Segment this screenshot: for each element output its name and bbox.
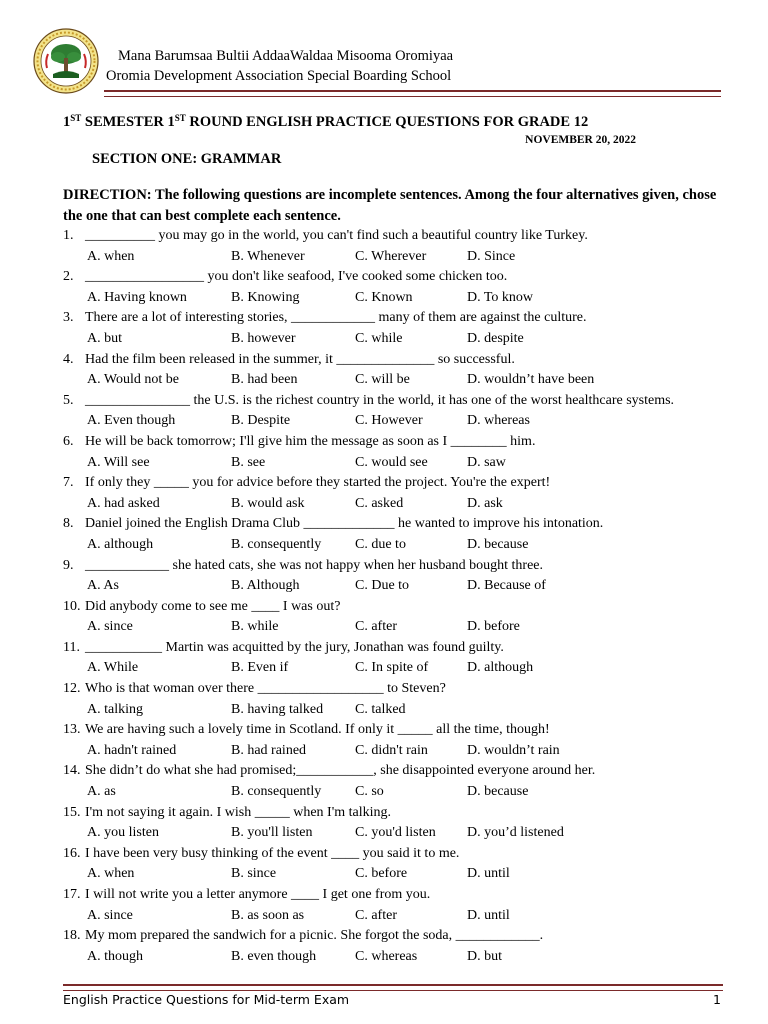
answer-option: C. after	[355, 907, 397, 923]
answer-options	[63, 453, 733, 474]
answer-option: D. until	[467, 907, 510, 923]
answer-option: C. In spite of	[355, 660, 429, 676]
question-text: I have been very busy thinking of the event ____ you said it to me.	[85, 845, 460, 861]
question-item	[63, 350, 733, 371]
answer-option: C. However	[355, 413, 423, 429]
answer-option: B. as soon as	[231, 907, 305, 923]
answer-option: B. you'll listen	[231, 825, 313, 841]
answer-option: D. because	[467, 784, 529, 800]
question-number: 13.	[63, 722, 81, 738]
answer-option: B. since	[231, 866, 277, 882]
answer-options	[63, 329, 733, 350]
question-text: ____________ she hated cats, she was not happy when her husband bought three.	[85, 557, 544, 573]
answer-option: B. see	[231, 454, 266, 470]
question-item	[63, 761, 733, 782]
answer-options	[63, 411, 733, 432]
header-oromo-name: Mana Barumsaa Bultii AddaaWaldaa Misooma Oromiyaa	[118, 48, 454, 64]
answer-options	[63, 617, 733, 638]
answer-option: D. saw	[467, 454, 506, 470]
answer-options	[63, 494, 733, 515]
section-heading: SECTION ONE: GRAMMAR	[92, 151, 282, 167]
document-title: 1ST SEMESTER 1ST ROUND ENGLISH PRACTICE QUESTIONS FOR GRADE 12	[63, 113, 589, 130]
question-number: 6.	[63, 433, 74, 449]
answer-option: B. Despite	[231, 413, 291, 429]
answer-option: B. would ask	[231, 495, 305, 511]
question-text: I'm not saying it again. I wish _____ when I'm talking.	[85, 804, 392, 820]
answer-option: A. you listen	[87, 825, 159, 841]
answer-option: C. whereas	[355, 948, 418, 964]
question-number: 5.	[63, 392, 74, 408]
answer-option: D. you’d listened	[467, 825, 564, 841]
footer-divider	[63, 984, 723, 991]
answer-option: D. whereas	[467, 413, 530, 429]
answer-option: C. asked	[355, 495, 404, 511]
question-number: 3.	[63, 310, 74, 326]
answer-option: B. had rained	[231, 742, 307, 758]
question-number: 8.	[63, 516, 74, 532]
answer-option: A. but	[87, 330, 122, 346]
answer-options	[63, 782, 733, 803]
question-text: Did anybody come to see me ____ I was out?	[85, 598, 341, 614]
direction-text: DIRECTION: The following questions are incomplete sentences. Among the four alternatives given, chose the one that can best complete each sentence.	[63, 187, 717, 224]
answer-option: A. Would not be	[87, 372, 179, 388]
question-number: 18.	[63, 928, 81, 944]
header-english-name: Oromia Development Association Special Boarding School	[106, 68, 452, 84]
answer-option: B. had been	[231, 372, 298, 388]
answer-options	[63, 576, 733, 597]
answer-option: A. when	[87, 248, 135, 264]
question-list	[63, 226, 733, 967]
answer-option: B. Whenever	[231, 248, 305, 264]
answer-option: B. consequently	[231, 536, 322, 552]
answer-options	[63, 947, 733, 968]
answer-options	[63, 700, 733, 721]
answer-option: A. Even though	[87, 413, 176, 429]
answer-option: A. since	[87, 619, 133, 635]
question-item	[63, 391, 733, 412]
question-text: _______________ the U.S. is the richest country in the world, it has one of the worst healthcare systems.	[85, 392, 675, 408]
question-item	[63, 556, 733, 577]
footer-title: English Practice Questions for Mid-term Exam	[63, 992, 350, 1007]
question-item	[63, 473, 733, 494]
answer-options	[63, 288, 733, 309]
question-number: 2.	[63, 269, 74, 285]
answer-option: C. Wherever	[355, 248, 427, 264]
answer-option: D. but	[467, 948, 502, 964]
answer-option: B. having talked	[231, 701, 324, 717]
school-header	[106, 46, 453, 86]
answer-option: C. while	[355, 330, 403, 346]
answer-option: D. ask	[467, 495, 503, 511]
question-item	[63, 432, 733, 453]
question-number: 4.	[63, 351, 74, 367]
answer-option: C. didn't rain	[355, 742, 428, 758]
answer-option: A. since	[87, 907, 133, 923]
answer-options	[63, 864, 733, 885]
answer-option: B. Knowing	[231, 289, 300, 305]
answer-options	[63, 823, 733, 844]
answer-option: D. although	[467, 660, 534, 676]
question-text: There are a lot of interesting stories, ____________ many of them are against the culture.	[85, 310, 587, 326]
answer-option: A. Having known	[87, 289, 187, 305]
question-item	[63, 638, 733, 659]
answer-option: A. though	[87, 948, 143, 964]
question-text: __________ you may go in the world, you can't find such a beautiful country like Turkey.	[85, 228, 588, 243]
answer-options	[63, 906, 733, 927]
answer-option: C. so	[355, 784, 384, 800]
school-logo	[33, 28, 99, 94]
question-item	[63, 597, 733, 618]
answer-option: C. Due to	[355, 578, 410, 594]
answer-option: C. talked	[355, 701, 406, 717]
header-divider	[104, 90, 721, 97]
question-item	[63, 844, 733, 865]
answer-option: B. however	[231, 330, 296, 346]
question-text: If only they _____ you for advice before they started the project. You're the expert!	[85, 475, 551, 491]
answer-option: C. you'd listen	[355, 825, 436, 841]
question-number: 10.	[63, 598, 81, 614]
answer-option: C. will be	[355, 372, 410, 388]
question-text: He will be back tomorrow; I'll give him the message as soon as I ________ him.	[85, 433, 536, 449]
answer-option: B. even though	[231, 948, 317, 964]
question-item	[63, 267, 733, 288]
question-text: ___________ Martin was acquitted by the jury, Jonathan was found guilty.	[85, 639, 504, 655]
question-item	[63, 720, 733, 741]
question-text: We are having such a lovely time in Scotland. If only it _____ all the time, though!	[85, 722, 550, 738]
answer-option: A. when	[87, 866, 135, 882]
question-text: Daniel joined the English Drama Club _____________ he wanted to improve his intonation.	[85, 516, 604, 532]
question-text: _________________ you don't like seafood, I've cooked some chicken too.	[85, 269, 508, 285]
question-number: 7.	[63, 475, 74, 491]
question-text: My mom prepared the sandwich for a picnic. She forgot the soda, ____________.	[85, 928, 544, 944]
question-number: 16.	[63, 845, 81, 861]
answer-option: C. Known	[355, 289, 413, 305]
question-number: 1.	[63, 228, 74, 243]
answer-option: D. wouldn’t rain	[467, 742, 560, 758]
answer-option: C. due to	[355, 536, 406, 552]
question-number: 9.	[63, 557, 74, 573]
question-item	[63, 226, 733, 247]
question-number: 11.	[63, 639, 80, 655]
answer-option: D. before	[467, 619, 520, 635]
answer-option: A. hadn't rained	[87, 742, 177, 758]
answer-option: D. To know	[467, 289, 534, 305]
answer-option: A. Will see	[87, 454, 150, 470]
document-date: NOVEMBER 20, 2022	[525, 134, 636, 146]
question-item	[63, 514, 733, 535]
answer-option: A. although	[87, 536, 154, 552]
answer-option: A. While	[87, 660, 139, 676]
question-item	[63, 679, 733, 700]
question-text: Had the film been released in the summer, it ______________ so successful.	[85, 351, 515, 367]
answer-options	[63, 741, 733, 762]
answer-option: D. wouldn’t have been	[467, 372, 595, 388]
answer-options	[63, 658, 733, 679]
answer-option: D. Since	[467, 248, 516, 264]
answer-option: D. because	[467, 536, 529, 552]
answer-option: A. as	[87, 784, 116, 800]
answer-options	[63, 370, 733, 391]
page-number: 1	[713, 992, 721, 1007]
question-number: 12.	[63, 681, 81, 697]
answer-option: C. after	[355, 619, 397, 635]
question-number: 15.	[63, 804, 81, 820]
answer-option: C. before	[355, 866, 408, 882]
answer-option: A. talking	[87, 701, 143, 717]
answer-option: C. would see	[355, 454, 428, 470]
answer-option: D. despite	[467, 330, 524, 346]
answer-option: B. while	[231, 619, 279, 635]
answer-options	[63, 247, 733, 268]
question-item	[63, 885, 733, 906]
answer-option: B. Even if	[231, 660, 289, 676]
question-text: Who is that woman over there __________________ to Steven?	[85, 681, 446, 697]
answer-options	[63, 535, 733, 556]
question-text: I will not write you a letter anymore ____ I get one from you.	[85, 887, 431, 902]
question-number: 17.	[63, 887, 81, 902]
answer-option: A. had asked	[87, 495, 160, 511]
answer-option: B. Although	[231, 578, 300, 594]
answer-option: B. consequently	[231, 784, 322, 800]
question-item	[63, 803, 733, 824]
answer-option: D. until	[467, 866, 510, 882]
answer-option: D. Because of	[467, 578, 546, 594]
question-number: 14.	[63, 763, 81, 779]
question-item	[63, 308, 733, 329]
answer-option: A. As	[87, 578, 119, 594]
question-text: She didn’t do what she had promised;___________, she disappointed everyone around her.	[85, 763, 596, 779]
question-item	[63, 926, 733, 947]
